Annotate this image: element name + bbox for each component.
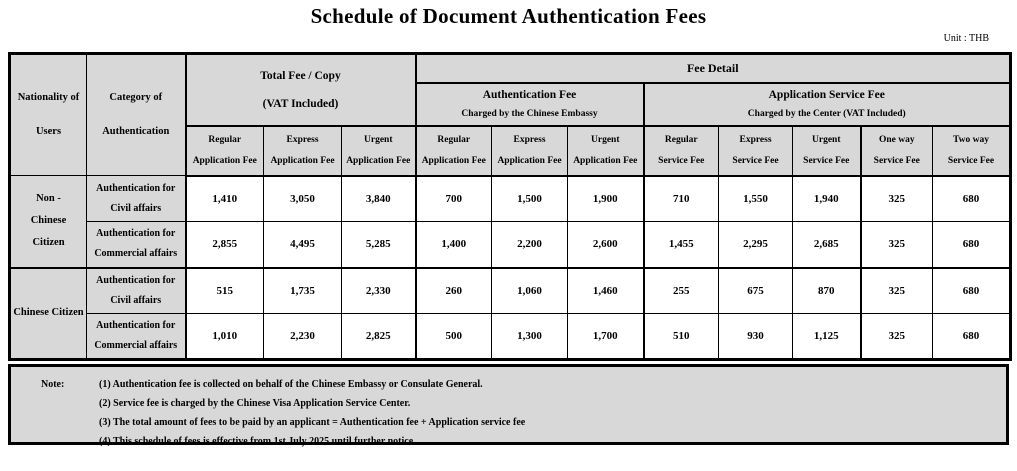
row-group-non-chinese-citizen: Non - Chinese Citizen <box>10 176 87 268</box>
fee-value: 700 <box>416 176 492 222</box>
column-header-two-way: Two way Service Fee <box>933 126 1011 176</box>
fee-value: 930 <box>719 314 793 360</box>
fee-value: 260 <box>416 268 492 314</box>
row-category-commercial: Authentication for Commercial affairs <box>87 314 186 360</box>
fee-value: 1,060 <box>492 268 568 314</box>
column-header-auth-express: Express Application Fee <box>492 126 568 176</box>
fee-value: 3,050 <box>264 176 342 222</box>
column-header-total-regular: Regular Application Fee <box>186 126 264 176</box>
fee-value: 1,010 <box>186 314 264 360</box>
fee-value: 325 <box>861 268 933 314</box>
header-total-fee: Total Fee / Copy (VAT Included) <box>186 54 416 126</box>
note-items <box>99 375 1006 451</box>
fee-value: 2,855 <box>186 222 264 268</box>
column-header-service-urgent: Urgent Service Fee <box>793 126 861 176</box>
fee-value: 680 <box>933 314 1011 360</box>
fee-value: 255 <box>644 268 719 314</box>
fee-value: 2,600 <box>568 222 644 268</box>
note-item-3: (3) The total amount of fees to be paid by an applicant = Authentication fee + Application service fee <box>99 417 526 428</box>
fee-value: 1,900 <box>568 176 644 222</box>
fee-value: 2,230 <box>264 314 342 360</box>
column-header-total-express: Express Application Fee <box>264 126 342 176</box>
fee-value: 1,500 <box>492 176 568 222</box>
fee-value: 2,330 <box>342 268 416 314</box>
fee-value: 1,460 <box>568 268 644 314</box>
fee-value: 1,400 <box>416 222 492 268</box>
column-header-auth-urgent: Urgent Application Fee <box>568 126 644 176</box>
fee-value: 1,300 <box>492 314 568 360</box>
row-category-civil: Authentication for Civil affairs <box>87 268 186 314</box>
row-group-chinese-citizen: Chinese Citizen <box>10 268 87 360</box>
fee-value: 515 <box>186 268 264 314</box>
fee-value: 4,495 <box>264 222 342 268</box>
fee-value: 1,940 <box>793 176 861 222</box>
fee-value: 870 <box>793 268 861 314</box>
note-item-2: (2) Service fee is charged by the Chinese Visa Application Service Center. <box>99 398 411 409</box>
column-header-service-express: Express Service Fee <box>719 126 793 176</box>
fee-value: 1,125 <box>793 314 861 360</box>
fee-value: 2,200 <box>492 222 568 268</box>
fee-schedule-table <box>8 52 1012 361</box>
fee-value: 510 <box>644 314 719 360</box>
note-label: Note: <box>41 379 65 390</box>
header-authentication-fee: Authentication Fee Charged by the Chinese Embassy <box>416 83 644 126</box>
fee-value: 5,285 <box>342 222 416 268</box>
fee-value: 500 <box>416 314 492 360</box>
fee-value: 680 <box>933 176 1011 222</box>
fee-value: 2,825 <box>342 314 416 360</box>
fee-value: 2,685 <box>793 222 861 268</box>
fee-value: 680 <box>933 222 1011 268</box>
column-header-service-regular: Regular Service Fee <box>644 126 719 176</box>
header-category: Category of Authentication <box>87 54 186 176</box>
fee-value: 675 <box>719 268 793 314</box>
fee-value: 1,410 <box>186 176 264 222</box>
fee-value: 1,735 <box>264 268 342 314</box>
column-header-auth-regular: Regular Application Fee <box>416 126 492 176</box>
row-category-civil: Authentication for Civil affairs <box>87 176 186 222</box>
fee-value: 325 <box>861 314 933 360</box>
page-title: Schedule of Document Authentication Fees <box>310 4 707 28</box>
header-application-service-fee: Application Service Fee Charged by the Center (VAT Included) <box>644 83 1011 126</box>
fee-value: 1,700 <box>568 314 644 360</box>
unit-label: Unit : THB <box>943 33 989 44</box>
fee-value: 710 <box>644 176 719 222</box>
fee-value: 325 <box>861 222 933 268</box>
header-nationality: Nationality of Users <box>10 54 87 176</box>
row-category-commercial: Authentication for Commercial affairs <box>87 222 186 268</box>
fee-value: 1,550 <box>719 176 793 222</box>
fee-value: 1,455 <box>644 222 719 268</box>
fee-value: 680 <box>933 268 1011 314</box>
header-fee-detail: Fee Detail <box>416 54 1011 83</box>
fee-value: 325 <box>861 176 933 222</box>
note-box <box>8 364 1009 445</box>
column-header-one-way: One way Service Fee <box>861 126 933 176</box>
note-item-1: (1) Authentication fee is collected on behalf of the Chinese Embassy or Consulate General. <box>99 379 483 390</box>
fee-value: 2,295 <box>719 222 793 268</box>
note-item-4: (4) This schedule of fees is effective from 1st July 2025 until further notice. <box>99 436 416 447</box>
fee-value: 3,840 <box>342 176 416 222</box>
column-header-total-urgent: Urgent Application Fee <box>342 126 416 176</box>
